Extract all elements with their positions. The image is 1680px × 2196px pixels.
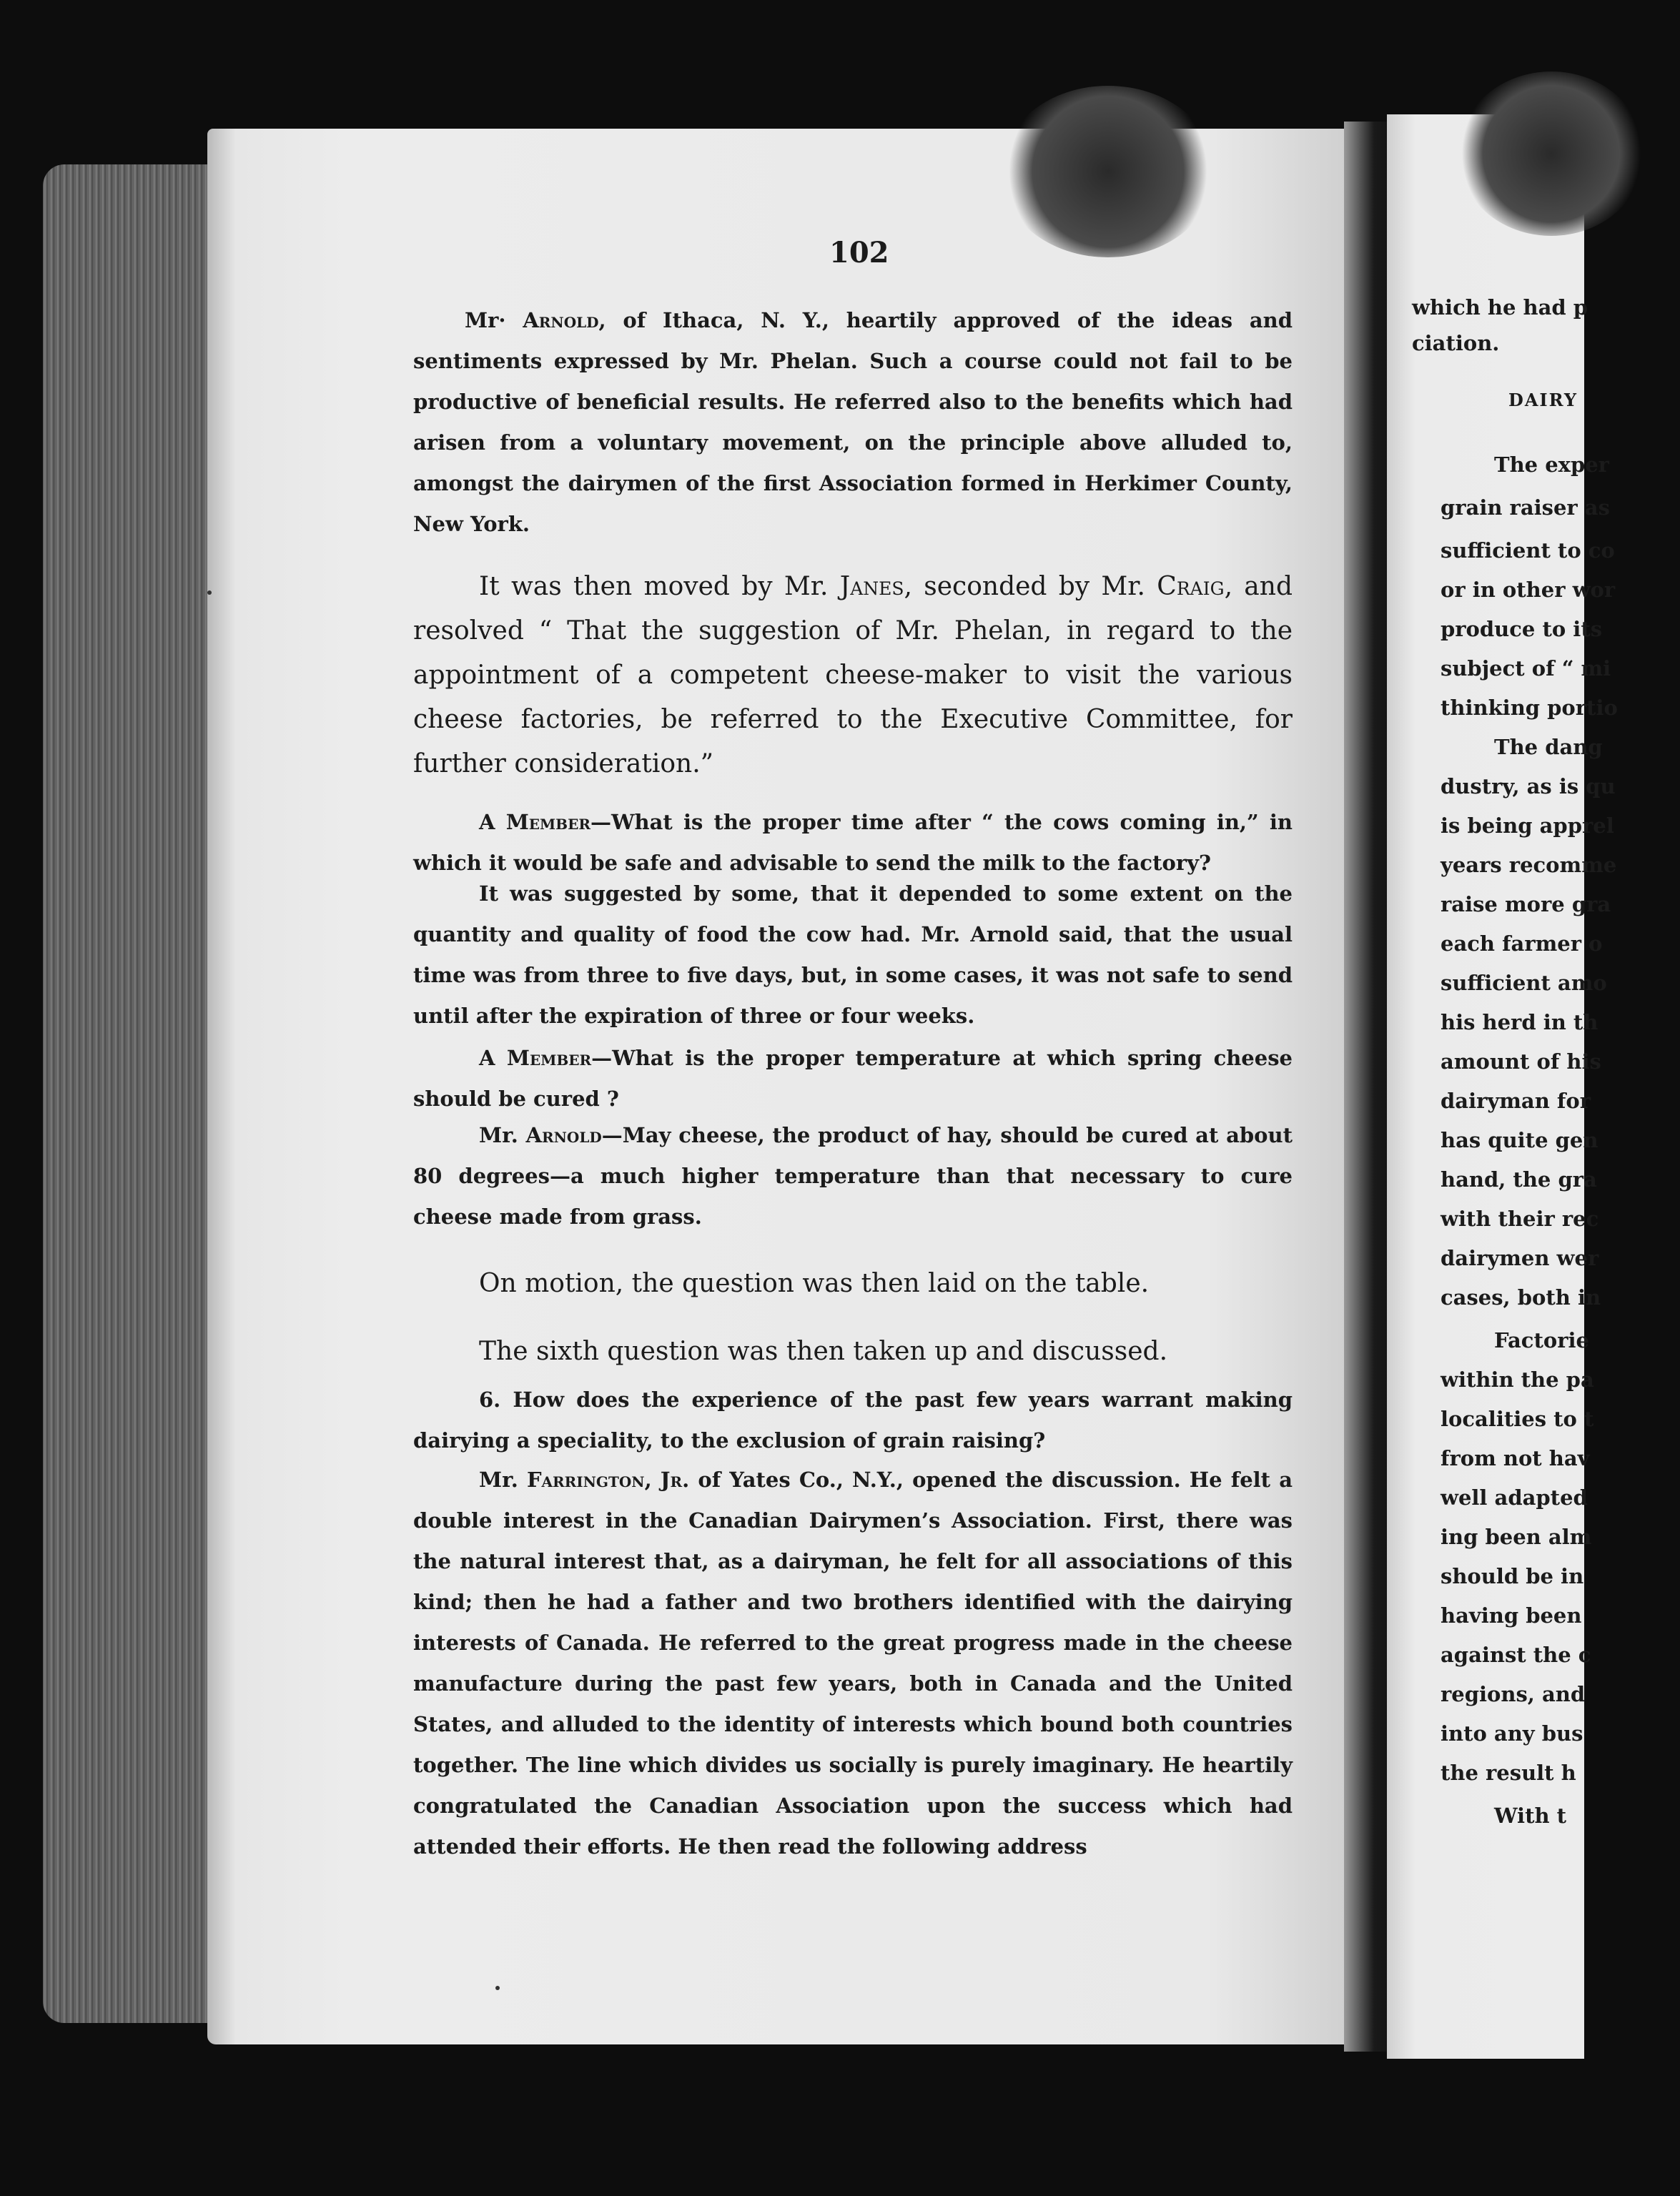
paragraph-text: of Yates Co., N.Y., opened the discussion. He felt a double interest in the Canadian Dairymen’s Association. First, there was the natural interest that, as a dairyman, he felt for all associations of this kind; then he had a father and two brothers identified with the dairying interests of Canada. He referred to the great progress made in the cheese manufacture during the past few years, both in Canada and the United States, and alluded to the identity of interests which bound both countries together. The line which divides us socially is purely imaginary. He heartily congratulated the Canadian Association upon the success which had attended their efforts. He then read the following address	[413, 1468, 1293, 1859]
text-segment: It was then moved by Mr.	[479, 572, 840, 601]
mover-name: Janes	[839, 572, 904, 601]
right-page-line: should be in	[1441, 1564, 1584, 1588]
right-page-line: ing been alm	[1441, 1525, 1592, 1549]
right-page-line: or in other wor	[1441, 578, 1616, 602]
speaker-name: Arnold	[525, 1123, 602, 1147]
right-page-line: having been	[1441, 1603, 1582, 1628]
right-page-line: sufficient to co	[1441, 538, 1615, 563]
paragraph-text: —What is the proper temperature at which spring cheese should be cured ?	[413, 1046, 1293, 1111]
speaker-name: Member	[506, 1046, 592, 1070]
paragraph-member-question-milk	[413, 802, 1293, 884]
text-prefix: A	[479, 1046, 507, 1070]
right-page-line: dustry, as is qu	[1441, 774, 1616, 798]
page-stain-right	[1458, 71, 1644, 236]
right-page-line: the result h	[1441, 1761, 1576, 1785]
right-page-line: Factorie	[1494, 1328, 1589, 1352]
speaker-name: Farrington, Jr.	[526, 1468, 690, 1492]
paragraph-motion-table: On motion, the question was then laid on the table.	[479, 1269, 1150, 1298]
page-speck	[495, 1986, 500, 1990]
paragraph-arnold-answer	[413, 1115, 1293, 1237]
right-page-line: into any bus	[1441, 1721, 1583, 1746]
right-page-line: within the pa	[1441, 1367, 1594, 1392]
right-page-line: thinking portio	[1441, 696, 1618, 720]
right-page-line: hand, the gra	[1441, 1167, 1597, 1192]
right-page-line: produce to its	[1441, 617, 1603, 641]
text-prefix: Mr.	[479, 1123, 526, 1147]
seconder-name: Craig	[1157, 572, 1225, 601]
paragraph-farrington-discussion	[413, 1460, 1293, 1867]
right-page-line: dairymen wer	[1441, 1246, 1599, 1270]
page-number: 102	[829, 236, 889, 269]
margin-mark	[207, 590, 212, 595]
right-page-line: raise more gra	[1441, 892, 1611, 916]
right-page-line: The dang	[1494, 735, 1603, 759]
right-page-line: his herd in th	[1441, 1010, 1599, 1034]
right-page-line: which he had p	[1412, 295, 1588, 320]
paragraph-text: —What is the proper time after “ the cows coming in,” in which it would be safe and advisable to send the milk to the factory?	[413, 810, 1293, 875]
right-page-line: grain raiser as	[1441, 495, 1610, 520]
right-page-line: well adapted	[1441, 1485, 1588, 1510]
question-six: 6. How does the experience of the past few years warrant making dairying a speciality, to the exclusion of grain raising?	[413, 1388, 1293, 1453]
speaker-name: Arnold	[523, 308, 599, 332]
right-page-line: subject of “ mi	[1441, 656, 1611, 681]
page-stain	[1001, 86, 1215, 257]
right-page-line: is being apprel	[1441, 813, 1614, 838]
text-segment: , and resolved “ That the suggestion of Mr. Phelan, in regard to the appointment of a competent cheese-maker to visit the various cheese factories, be referred to the Executive Committee, for further consideration.”	[413, 572, 1293, 778]
right-page-line: from not hav	[1441, 1446, 1590, 1470]
right-page-line: ciation.	[1412, 331, 1500, 355]
paragraph-sixth-question: The sixth question was then taken up and discussed.	[479, 1337, 1168, 1366]
paragraph-suggestion-answer: It was suggested by some, that it depended to some extent on the quantity and quality of food the cow had. Mr. Arnold said, that the usual time was from three to five days, but, in some cases, it was not safe to send until after the expiration of three or four weeks.	[413, 881, 1293, 1028]
right-page-line: DAIRY	[1508, 390, 1578, 410]
right-page-line: sufficient amo	[1441, 971, 1607, 995]
text-prefix: Mr.	[479, 1468, 527, 1492]
speaker-name: Member	[505, 810, 591, 834]
right-page-line: The exper	[1494, 452, 1609, 477]
paragraph-motion-janes	[413, 565, 1293, 786]
right-page-line: against the c	[1441, 1643, 1591, 1667]
paragraph-member-question-temperature	[413, 1038, 1293, 1119]
paragraph-arnold-remarks	[413, 300, 1293, 545]
right-page-line: amount of his	[1441, 1049, 1601, 1074]
right-page-line: with their rec	[1441, 1207, 1599, 1231]
paragraph-text: —May cheese, the product of hay, should be cured at about 80 degrees—a much higher temperature than that necessary to cure cheese made from grass.	[413, 1123, 1293, 1229]
book-page-edges	[43, 164, 222, 2023]
right-page-line: has quite gen	[1441, 1128, 1599, 1152]
right-page-line: each farmer o	[1441, 931, 1603, 956]
right-page-line: localities to t	[1441, 1407, 1594, 1431]
right-page-line: With t	[1494, 1804, 1567, 1828]
right-page-line: cases, both in	[1441, 1285, 1601, 1310]
right-page-line: regions, and	[1441, 1682, 1586, 1706]
right-page-line: years recomme	[1441, 853, 1617, 877]
text-prefix: A	[479, 810, 506, 834]
right-page-line: dairyman for	[1441, 1089, 1591, 1113]
text-prefix: Mr·	[465, 308, 523, 332]
paragraph-text: , of Ithaca, N. Y., heartily approved of the ideas and sentiments expressed by Mr. Phelan. Such a course could not fail to be productive of beneficial results. He referred also to the benefits which had arisen from a voluntary movement, on the principle above alluded to, amongst the dairymen of the first Association formed in Herkimer County, New York.	[413, 308, 1293, 536]
text-segment: , seconded by Mr.	[904, 572, 1157, 601]
